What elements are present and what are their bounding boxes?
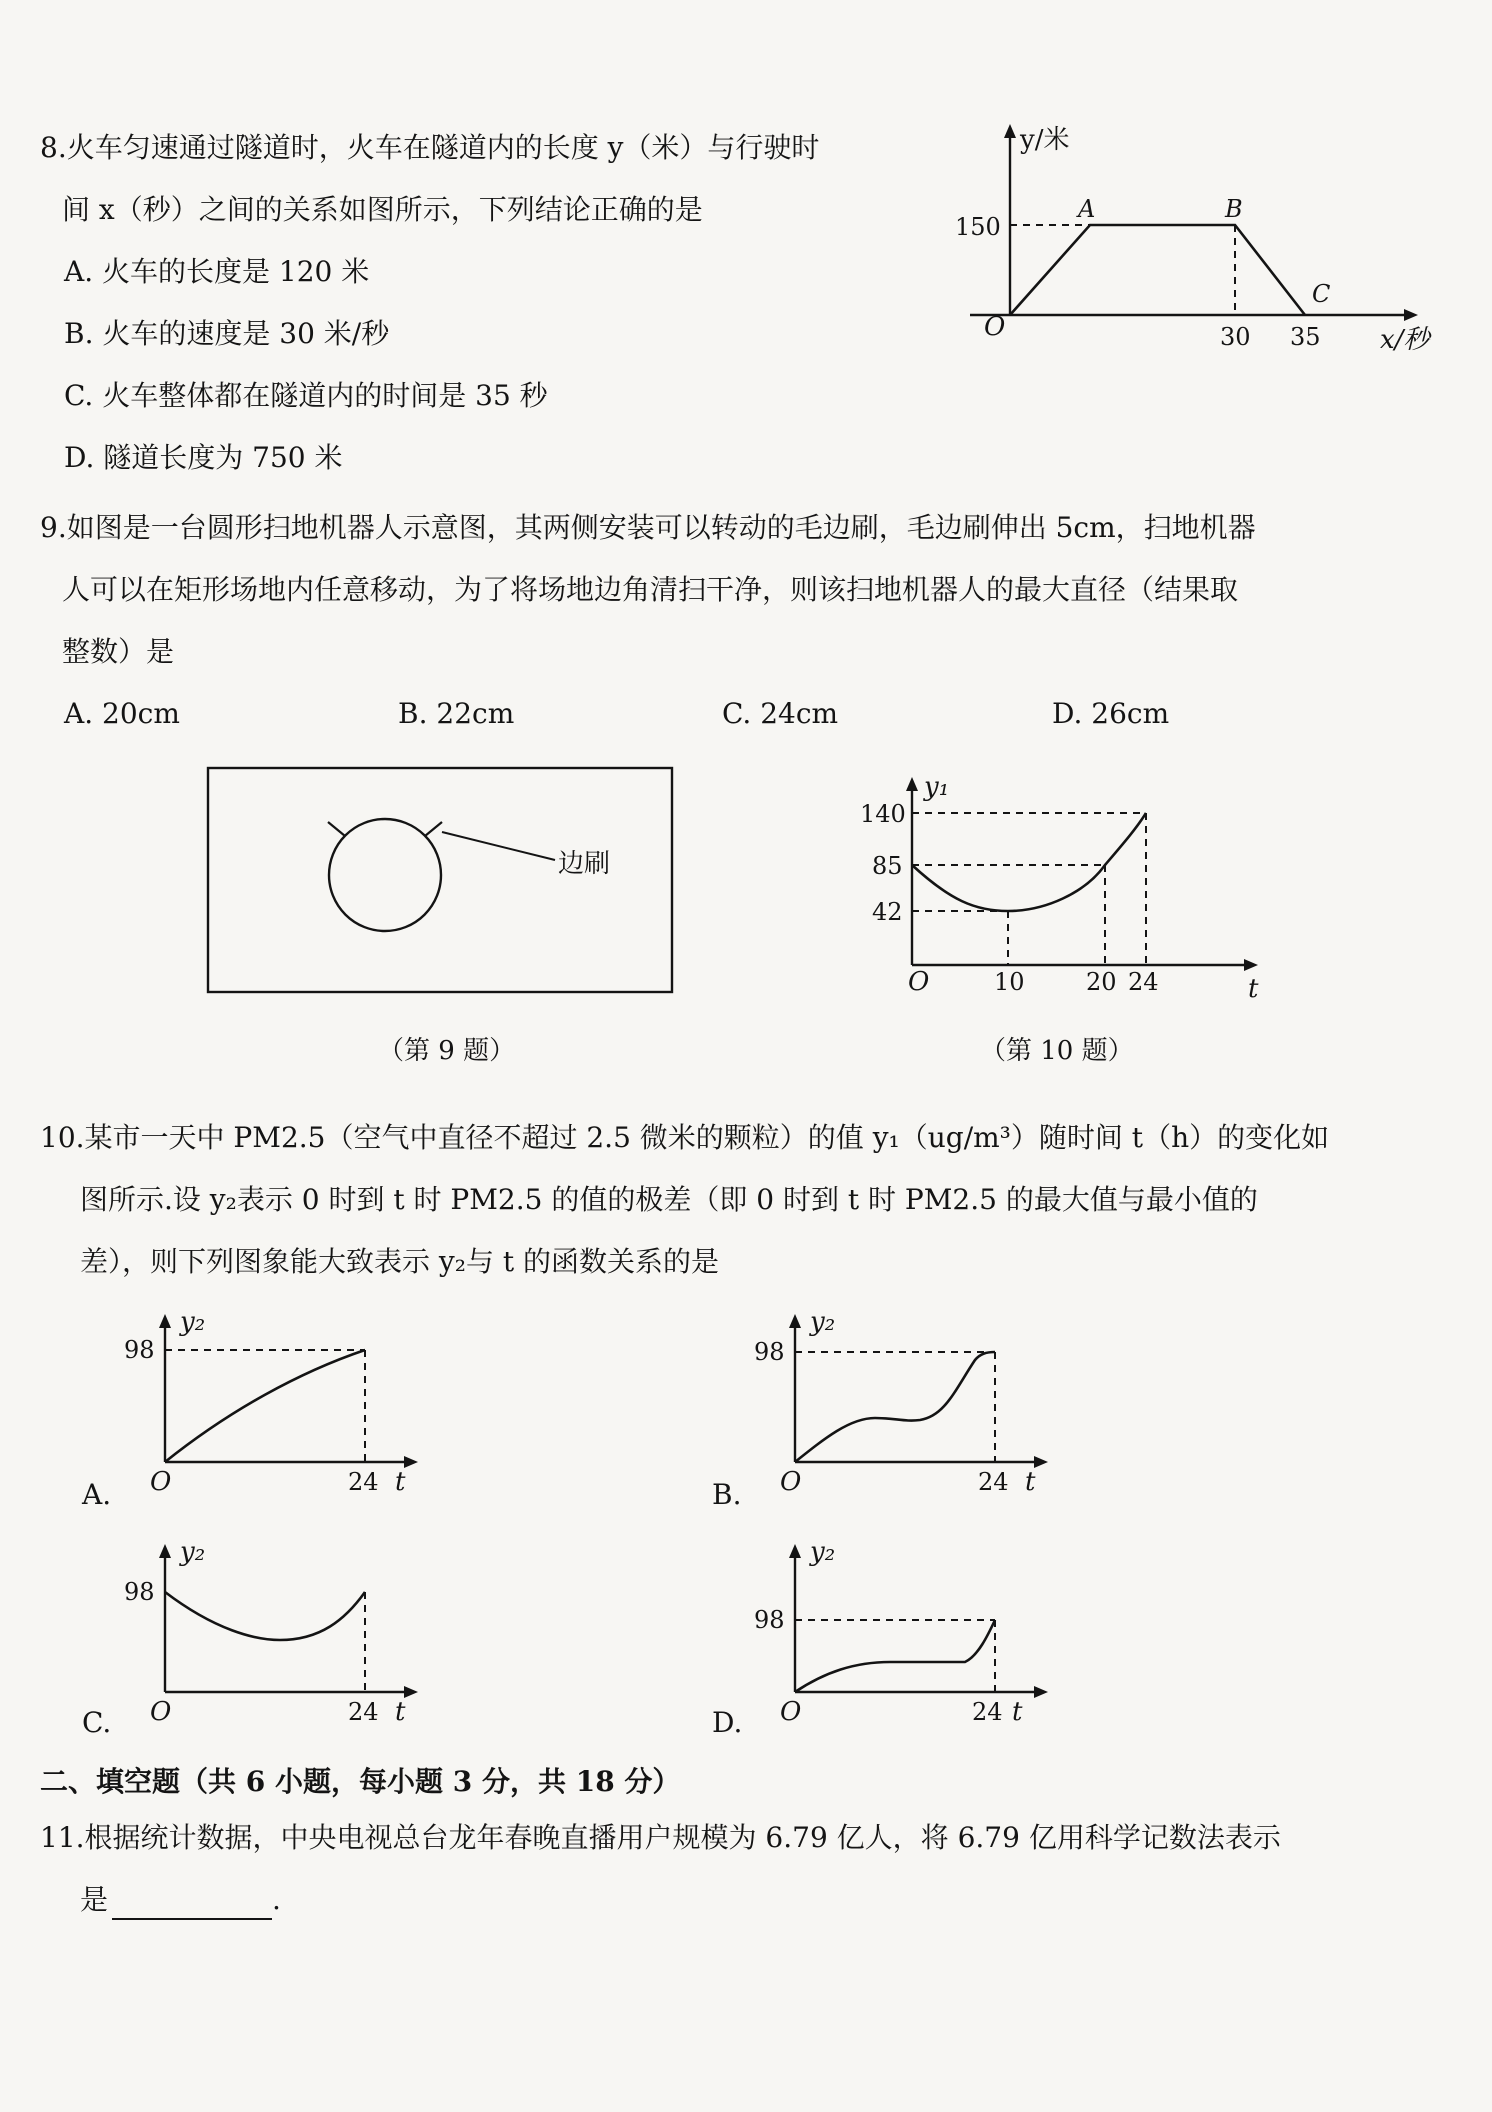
q8-x-label: x/秒 (1380, 325, 1430, 355)
q8-y-arrow (1004, 124, 1016, 138)
q10-option-d-graph (750, 1530, 1070, 1730)
q10a-x-tick: 24 (348, 1468, 379, 1496)
q10a-y-label: y₂ (180, 1307, 206, 1337)
q10-option-a-graph (120, 1300, 440, 1500)
q10a-y-tick: 98 (124, 1336, 155, 1364)
q10-curve-y1 (912, 813, 1146, 911)
q8-x-arrow (1404, 309, 1418, 321)
q9-right-brush (425, 822, 442, 836)
q9-caption: （第 9 题） (378, 1036, 516, 1066)
q9-option-d: D. 26cm (1052, 697, 1170, 730)
q10-option-b-graph (750, 1300, 1070, 1500)
q10b-origin: O (780, 1467, 802, 1497)
q10-option-d-letter: D. (712, 1706, 743, 1739)
q10-x-tick-20: 20 (1086, 968, 1117, 996)
q10b-x-label: t (1025, 1467, 1036, 1497)
q10-origin-label: O (908, 967, 930, 997)
q8-option-c: C. 火车整体都在隧道内的时间是 35 秒 (64, 379, 548, 412)
q10a-x-label: t (395, 1467, 406, 1497)
q10c-curve (165, 1592, 365, 1640)
q10-y-tick-42: 42 (872, 898, 903, 926)
q10-x-label: t (1248, 974, 1259, 1004)
q9-robot-circle (329, 819, 441, 931)
q10d-origin: O (780, 1697, 802, 1727)
q10b-y-tick: 98 (754, 1338, 785, 1366)
q10d-y-tick: 98 (754, 1606, 785, 1634)
q10b-curve (795, 1352, 995, 1462)
q10-x-tick-10: 10 (994, 968, 1025, 996)
q9-left-brush (328, 822, 345, 836)
q8-graph (940, 120, 1440, 360)
q10-graph (860, 765, 1280, 1015)
q10c-y-tick: 98 (124, 1578, 155, 1606)
q8-point-b-label: B (1225, 195, 1243, 223)
q10-line3: 差），则下列图象能大致表示 y₂与 t 的函数关系的是 (80, 1245, 719, 1278)
q10d-x-arrow (1034, 1686, 1048, 1698)
q9-figure (200, 760, 680, 1000)
q8-line1: 8.火车匀速通过隧道时，火车在隧道内的长度 y（米）与行驶时 (40, 131, 820, 164)
q8-point-a-label: A (1078, 195, 1096, 223)
q10b-y-arrow (789, 1314, 801, 1328)
q10a-x-arrow (404, 1456, 418, 1468)
q10c-y-label: y₂ (180, 1537, 206, 1567)
q11-answer-blank[interactable] (112, 1888, 272, 1920)
q10-x-tick-24: 24 (1128, 968, 1159, 996)
q8-line2: 间 x（秒）之间的关系如图所示，下列结论正确的是 (62, 193, 703, 226)
q9-option-a: A. 20cm (64, 697, 180, 730)
q8-point-c-label: C (1312, 280, 1331, 308)
q10d-x-label: t (1012, 1697, 1023, 1727)
q10d-curve (795, 1620, 995, 1692)
q8-y-tick-150: 150 (955, 213, 1001, 241)
q10-line1: 10.某市一天中 PM2.5（空气中直径不超过 2.5 微米的颗粒）的值 y₁（ug/m³）随时间 t（h）的变化如 (40, 1121, 1330, 1154)
q10a-y-arrow (159, 1314, 171, 1328)
q10c-origin: O (150, 1697, 172, 1727)
q10c-x-arrow (404, 1686, 418, 1698)
q8-y-label: y/米 (1020, 125, 1070, 155)
q8-option-a: A. 火车的长度是 120 米 (64, 255, 370, 288)
q9-option-c: C. 24cm (722, 697, 839, 730)
q10b-y-label: y₂ (810, 1307, 836, 1337)
q10-line2: 图所示.设 y₂表示 0 时到 t 时 PM2.5 的值的极差（即 0 时到 t 时 PM2.5 的最大值与最小值的 (80, 1183, 1258, 1216)
q11-suffix: . (272, 1883, 281, 1916)
q9-label-pointer (442, 832, 555, 860)
q10-y-arrow (906, 777, 918, 791)
q8-line-series (1010, 225, 1305, 315)
q11-line2 (80, 1880, 281, 1920)
q8-origin-label: O (984, 312, 1006, 342)
q10b-x-arrow (1034, 1456, 1048, 1468)
q10-y-tick-140: 140 (860, 800, 906, 828)
q10-option-a-letter: A. (82, 1478, 112, 1511)
q10-y-tick-85: 85 (872, 852, 903, 880)
q10-option-b-letter: B. (712, 1478, 742, 1511)
q10c-y-arrow (159, 1544, 171, 1558)
q10-caption: （第 10 题） (980, 1036, 1134, 1066)
q11-line1: 11.根据统计数据，中央电视总台龙年春晚直播用户规模为 6.79 亿人，将 6.79 亿用科学记数法表示 (40, 1821, 1281, 1854)
q10b-x-tick: 24 (978, 1468, 1009, 1496)
q8-option-b: B. 火车的速度是 30 米/秒 (64, 317, 390, 350)
q10c-x-tick: 24 (348, 1698, 379, 1726)
q10-option-c-letter: C. (82, 1706, 112, 1739)
q10d-x-tick: 24 (972, 1698, 1003, 1726)
q10-option-c-graph (120, 1530, 440, 1730)
q9-brush-label: 边刷 (558, 849, 611, 879)
q10d-y-arrow (789, 1544, 801, 1558)
q9-line3: 整数）是 (62, 635, 175, 668)
q10a-origin: O (150, 1467, 172, 1497)
q10a-curve (165, 1350, 365, 1462)
q10-y-label: y₁ (924, 772, 950, 802)
q10c-x-label: t (395, 1697, 406, 1727)
q10-x-arrow (1244, 959, 1258, 971)
q10d-y-label: y₂ (810, 1537, 836, 1567)
q8-x-tick-35: 35 (1290, 323, 1321, 351)
section-heading: 二、填空题（共 6 小题，每小题 3 分，共 18 分） (40, 1765, 681, 1798)
q11-prefix: 是 (80, 1883, 109, 1916)
q8-x-tick-30: 30 (1220, 323, 1251, 351)
q8-option-d: D. 隧道长度为 750 米 (64, 441, 343, 474)
q9-line2: 人可以在矩形场地内任意移动，为了将场地边角清扫干净，则该扫地机器人的最大直径（结果取 (62, 573, 1239, 606)
q9-option-b: B. 22cm (398, 697, 515, 730)
q9-line1: 9.如图是一台圆形扫地机器人示意图，其两侧安装可以转动的毛边刷，毛边刷伸出 5cm，扫地机器 (40, 511, 1256, 544)
